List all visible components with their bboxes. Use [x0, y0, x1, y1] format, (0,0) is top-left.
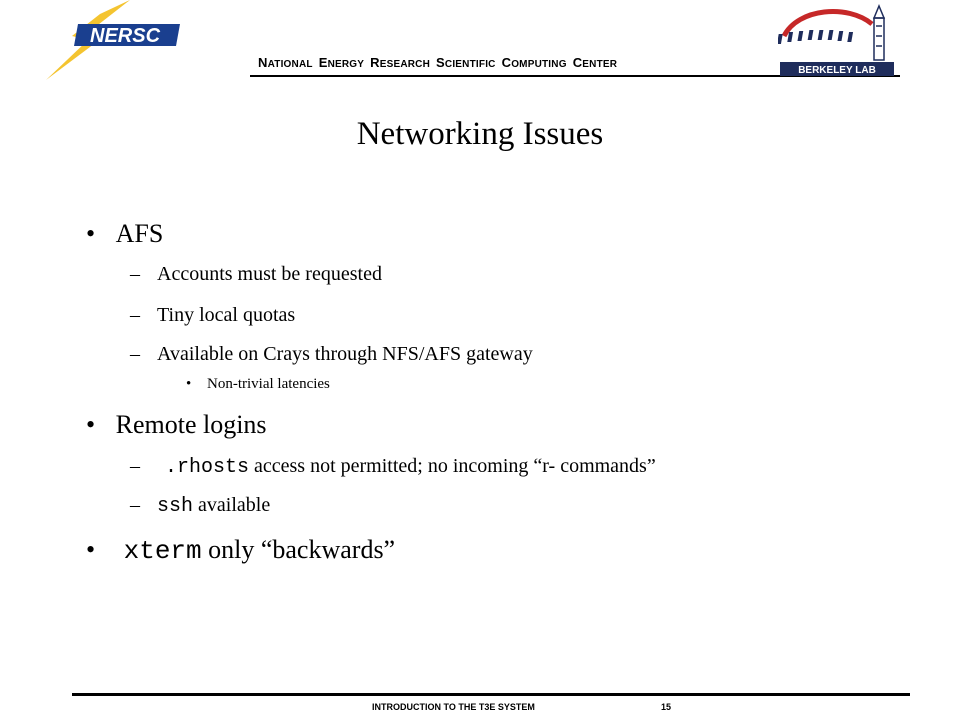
page-number: 15: [661, 702, 672, 712]
ssh-code: ssh: [157, 495, 194, 518]
nersc-logo: [38, 0, 188, 82]
xterm-code: xterm: [123, 536, 202, 566]
header-title-word: [319, 55, 364, 70]
header-word-rest: OMPUTING: [511, 59, 567, 70]
sub-bullet-gateway: [130, 343, 533, 366]
dash-glyph: –: [130, 455, 140, 477]
bullet-afs-label: AFS: [115, 219, 164, 248]
bullet-xterm-text: only “backwards”: [201, 535, 396, 564]
header-word-initial: R: [370, 55, 380, 70]
sub-bullet-rhosts: [130, 455, 656, 479]
header-title: [258, 55, 617, 70]
berkeley-lab-logo-text: BERKELEY LAB: [798, 65, 876, 76]
footer-rule: [72, 693, 910, 696]
header-word-rest: NERGY: [327, 59, 365, 70]
header-word-rest: ATIONAL: [267, 59, 313, 70]
rhosts-code: .rhosts: [165, 456, 250, 479]
berkeley-lab-logo: [778, 4, 896, 78]
slide-title: Networking Issues: [356, 116, 604, 152]
sub-bullet-rhosts-text: access not permitted; no incoming “r- commands”: [249, 455, 656, 477]
sub-bullet-quotas: [130, 304, 295, 327]
header-word-initial: C: [501, 55, 512, 70]
sub-bullet-quotas-text: Tiny local quotas: [157, 304, 296, 326]
header-word-initial: C: [572, 55, 583, 70]
header-word-rest: CIENTIFIC: [444, 59, 496, 70]
bullet-remote-logins: [86, 410, 267, 440]
bullet-glyph: •: [86, 219, 96, 248]
sub-sub-bullet-latencies-text: Non-trivial latencies: [207, 376, 330, 392]
header-title-word: [502, 55, 567, 70]
header-word-initial: S: [436, 55, 445, 70]
dash-glyph: –: [130, 494, 140, 516]
small-bullet-glyph: •: [186, 376, 192, 392]
header-word-initial: E: [318, 55, 328, 70]
bullet-xterm: [86, 535, 395, 566]
sub-bullet-ssh-text: available: [193, 494, 271, 516]
header-title-word: [573, 55, 618, 70]
nersc-logo-text: NERSC: [90, 25, 161, 47]
bullet-glyph: •: [86, 535, 96, 564]
sub-bullet-ssh: [130, 494, 270, 518]
bullet-remote-logins-label: Remote logins: [115, 410, 267, 439]
header-word-initial: N: [258, 55, 268, 70]
sub-bullet-accounts: [130, 263, 382, 286]
sub-sub-bullet-latencies: [186, 376, 330, 393]
header-title-word: [436, 55, 496, 70]
header-word-rest: ENTER: [582, 59, 618, 70]
bullet-glyph: •: [86, 410, 96, 439]
dash-glyph: –: [130, 263, 140, 285]
sub-bullet-accounts-text: Accounts must be requested: [157, 263, 382, 285]
header-title-word: [370, 55, 430, 70]
header-title-word: [258, 55, 313, 70]
bullet-afs: [86, 219, 163, 249]
header-word-rest: ESEARCH: [379, 59, 431, 70]
dash-glyph: –: [130, 304, 140, 326]
sub-bullet-gateway-text: Available on Crays through NFS/AFS gateway: [157, 343, 533, 365]
dash-glyph: –: [130, 343, 140, 365]
footer-text: INTRODUCTION TO THE T3E SYSTEM: [372, 702, 535, 712]
